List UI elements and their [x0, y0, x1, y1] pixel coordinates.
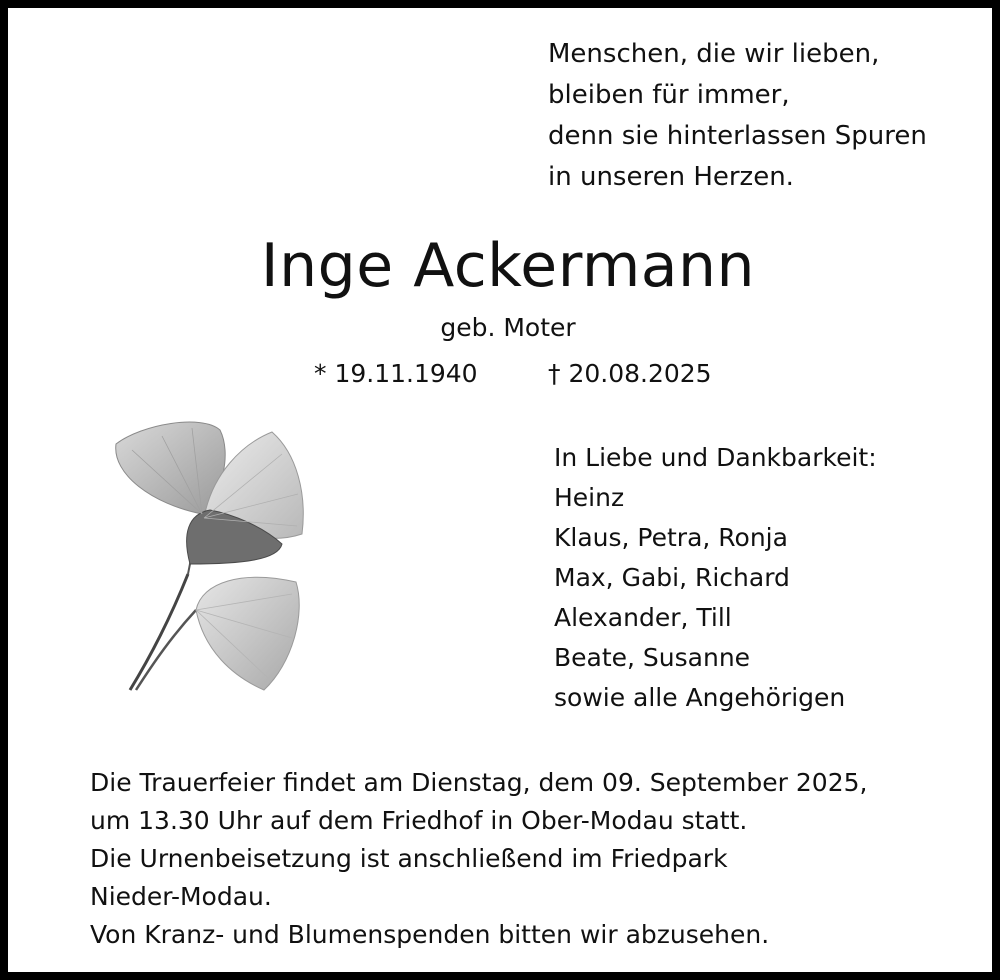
mourner-names: Beate, Susanne	[554, 643, 751, 672]
info-line: Nieder-Modau.	[90, 882, 272, 911]
mourner-names: Max, Gabi, Richard	[554, 563, 790, 592]
poem-line: Menschen, die wir lieben,	[548, 39, 880, 69]
ginkgo-leaf-icon	[92, 414, 322, 704]
deceased-name: Inge Ackermann	[260, 231, 756, 301]
poem-line: denn sie hinterlassen Spuren	[548, 121, 927, 151]
poem	[548, 34, 927, 198]
info-line: Die Trauerfeier findet am Dienstag, dem 09. September 2025,	[90, 768, 868, 797]
poem-line: in unseren Herzen.	[548, 162, 794, 192]
info-line: Die Urnenbeisetzung ist anschließend im Friedpark	[90, 844, 728, 873]
mourner-names: Heinz	[554, 483, 625, 512]
birth-date: * 19.11.1940	[314, 359, 478, 388]
maiden-name: geb. Moter	[440, 313, 576, 342]
mourner-names: Alexander, Till	[554, 603, 732, 632]
mourner-names: sowie alle Angehörigen	[554, 683, 846, 712]
funeral-info	[90, 764, 867, 954]
mourner-names: Klaus, Petra, Ronja	[554, 523, 788, 552]
mourners-list	[554, 438, 877, 718]
poem-line: bleiben für immer,	[548, 80, 790, 110]
info-line: um 13.30 Uhr auf dem Friedhof in Ober-Modau statt.	[90, 806, 748, 835]
death-date: † 20.08.2025	[548, 359, 712, 388]
mourners-intro: In Liebe und Dankbarkeit:	[554, 443, 877, 472]
info-line: Von Kranz- und Blumenspenden bitten wir abzusehen.	[90, 920, 770, 949]
